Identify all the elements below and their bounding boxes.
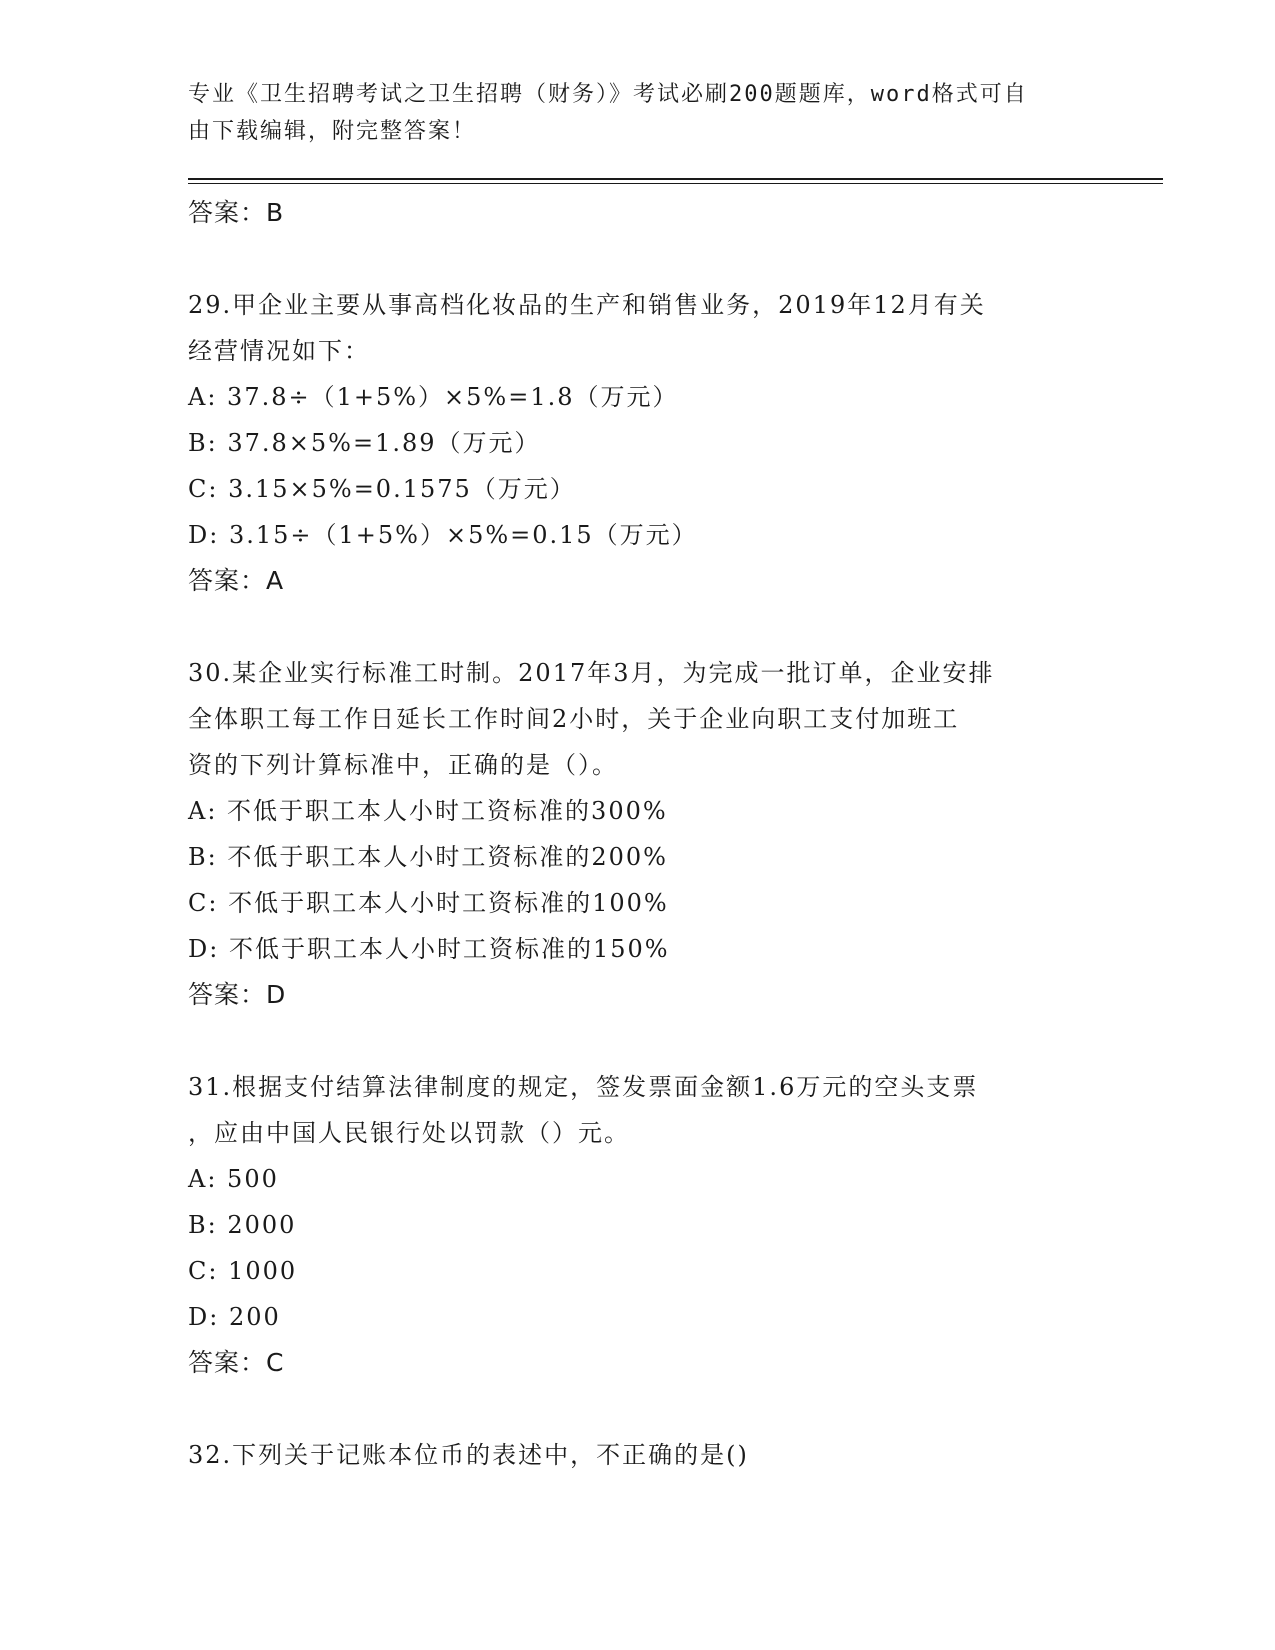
option-b: B: 37.8×5%=1.89（万元） xyxy=(188,429,541,457)
answer-prev: 答案：B xyxy=(188,198,285,227)
header-divider xyxy=(188,178,1163,180)
question-stem: 全体职工每工作日延长工作时间2小时，关于企业向职工支付加班工 xyxy=(188,705,960,733)
question-stem: 31.根据支付结算法律制度的规定，签发票面金额1.6万元的空头支票 xyxy=(188,1073,979,1101)
option-c: C: 1000 xyxy=(188,1257,298,1285)
answer: 答案：D xyxy=(188,980,287,1009)
spacer xyxy=(188,1018,1088,1064)
header-divider-thin xyxy=(188,183,1163,184)
spacer xyxy=(188,1386,1088,1432)
option-b: B: 2000 xyxy=(188,1211,297,1239)
question-32 xyxy=(188,1432,1088,1478)
header-line-1: 专业《卫生招聘考试之卫生招聘（财务）》考试必刷200题题库，word格式可自 xyxy=(188,82,1028,107)
option-d: D: 200 xyxy=(188,1303,281,1331)
option-c: C: 不低于职工本人小时工资标准的100% xyxy=(188,889,669,917)
question-list xyxy=(188,190,1088,1478)
answer: 答案：C xyxy=(188,1348,285,1377)
option-d: D: 不低于职工本人小时工资标准的150% xyxy=(188,935,670,963)
question-stem: 经营情况如下： xyxy=(188,337,370,365)
question-stem: 资的下列计算标准中，正确的是（）。 xyxy=(188,751,618,779)
question-29 xyxy=(188,282,1088,604)
option-a: A: 不低于职工本人小时工资标准的300% xyxy=(188,797,668,825)
header-line-2: 由下载编辑，附完整答案！ xyxy=(188,119,477,144)
document-header xyxy=(188,76,1078,150)
question-stem: 29.甲企业主要从事高档化妆品的生产和销售业务，2019年12月有关 xyxy=(188,291,986,319)
answer: 答案：A xyxy=(188,566,285,595)
question-stem: 30.某企业实行标准工时制。2017年3月，为完成一批订单，企业安排 xyxy=(188,659,995,687)
option-d: D: 3.15÷（1+5%）×5%=0.15（万元） xyxy=(188,521,698,549)
question-30 xyxy=(188,650,1088,1018)
option-c: C: 3.15×5%=0.1575（万元） xyxy=(188,475,576,503)
option-a: A: 37.8÷（1+5%）×5%=1.8（万元） xyxy=(188,383,679,411)
spacer xyxy=(188,604,1088,650)
spacer xyxy=(188,236,1088,282)
question-31 xyxy=(188,1064,1088,1386)
question-stem: 32.下列关于记账本位币的表述中，不正确的是() xyxy=(188,1441,749,1469)
option-a: A: 500 xyxy=(188,1165,279,1193)
option-b: B: 不低于职工本人小时工资标准的200% xyxy=(188,843,668,871)
question-stem: ，应由中国人民银行处以罚款（）元。 xyxy=(188,1119,630,1147)
